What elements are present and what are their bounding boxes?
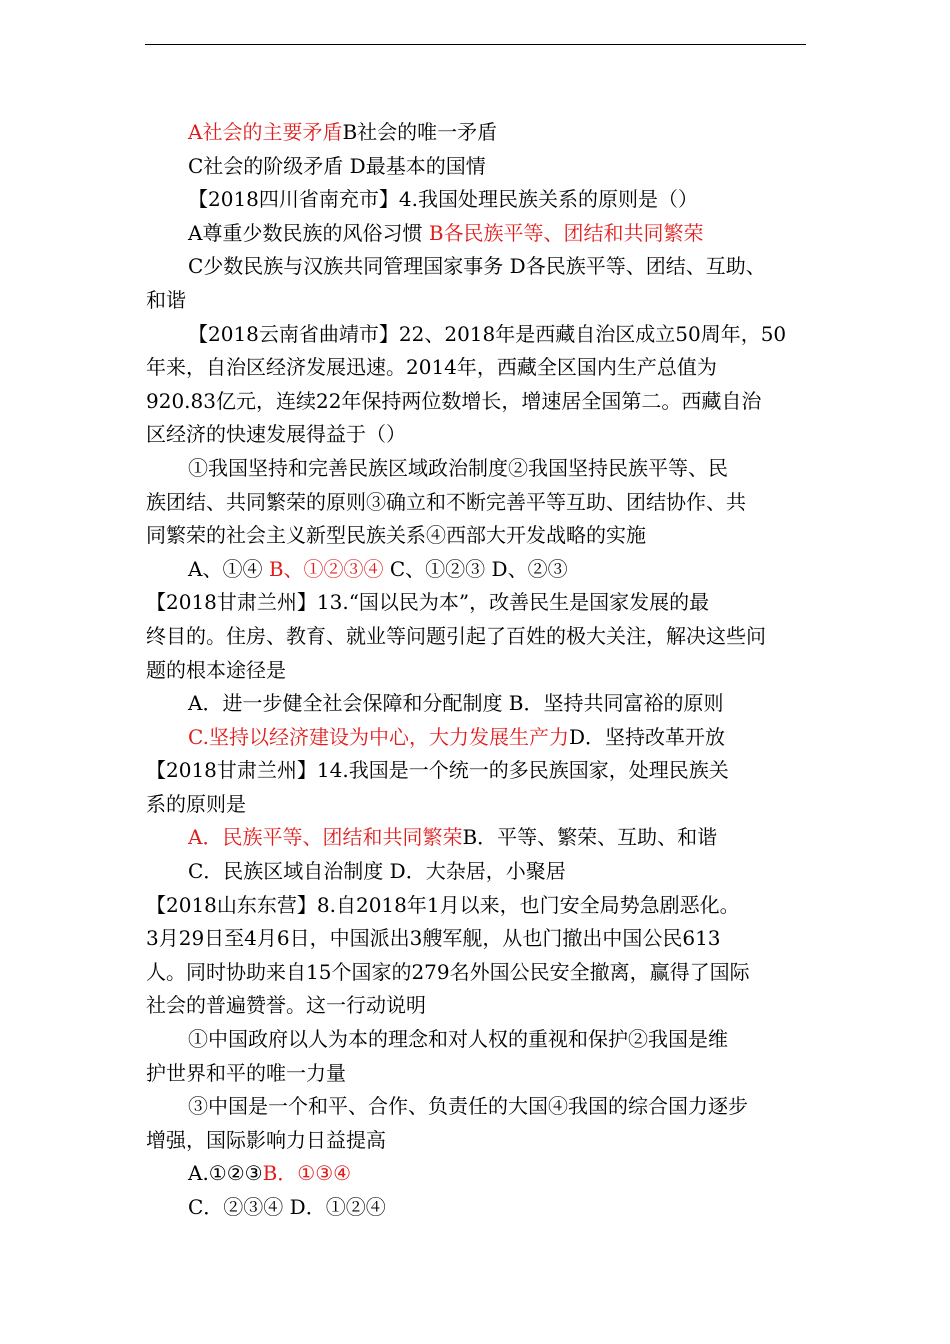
question-text: ③中国是一个和平、合作、负责任的大国④我国的综合国力逐步 bbox=[188, 1094, 748, 1119]
text-line bbox=[146, 1057, 811, 1091]
text-line bbox=[146, 855, 811, 889]
question-text: 【2018甘肃兰州】14.我国是一个统一的多民族国家，处理民族关 bbox=[146, 758, 729, 783]
text-line bbox=[146, 586, 811, 620]
question-text: 和谐 bbox=[146, 287, 186, 312]
text-line bbox=[146, 956, 811, 990]
question-text: A.①②③ bbox=[188, 1161, 263, 1186]
question-text: C少数民族与汉族共同管理国家事务 D各民族平等、团结、互助、 bbox=[188, 254, 766, 279]
question-text: A尊重少数民族的风俗习惯 bbox=[188, 220, 429, 245]
question-text: 人。同时协助来自15个国家的279名外国公民安全撤离，赢得了国际 bbox=[146, 959, 750, 984]
question-text: A、①④ bbox=[188, 556, 269, 581]
text-line bbox=[146, 721, 811, 755]
question-text: C．②③④ D．①②④ bbox=[188, 1195, 386, 1219]
question-text: 年来，自治区经济发展迅速。2014年，西藏全区国内生产总值为 bbox=[146, 355, 717, 380]
text-line bbox=[146, 318, 811, 352]
text-line bbox=[146, 284, 811, 318]
text-line bbox=[146, 250, 811, 284]
text-line bbox=[146, 821, 811, 855]
text-line bbox=[146, 922, 811, 956]
text-line bbox=[146, 687, 811, 721]
text-line bbox=[146, 452, 811, 486]
question-text: 【2018甘肃兰州】13.“国以民为本”，改善民生是国家发展的最 bbox=[146, 590, 710, 615]
text-line bbox=[146, 116, 811, 150]
answer-text: B．①③④ bbox=[262, 1161, 352, 1186]
text-line bbox=[146, 1191, 811, 1225]
question-text: 920.83亿元，连续22年保持两位数增长，增速居全国第二。西藏自治 bbox=[146, 388, 762, 413]
text-line bbox=[146, 519, 811, 553]
question-text: 系的原则是 bbox=[146, 791, 246, 816]
question-text: 社会的普遍赞誉。这一行动说明 bbox=[146, 993, 426, 1018]
answer-text: A．民族平等、团结和共同繁荣 bbox=[188, 825, 463, 850]
header-rule bbox=[145, 44, 806, 45]
question-text: C、①②③ D、②③ bbox=[383, 556, 568, 581]
answer-text: B各民族平等、团结和共同繁荣 bbox=[428, 220, 704, 245]
question-text: 3月29日至4月6日，中国派出3艘军舰，从也门撤出中国公民613 bbox=[146, 926, 721, 951]
question-text: 终目的。住房、教育、就业等问题引起了百姓的极大关注，解决这些问 bbox=[146, 623, 766, 648]
question-text: A．进一步健全社会保障和分配制度 B．坚持共同富裕的原则 bbox=[188, 691, 724, 716]
question-text: ①中国政府以人为本的理念和对人权的重视和保护②我国是维 bbox=[188, 1027, 728, 1052]
question-text: 族团结、共同繁荣的原则③确立和不断完善平等互助、团结协作、共 bbox=[146, 489, 746, 514]
question-text: 【2018四川省南充市】4.我国处理民族关系的原则是（） bbox=[188, 187, 698, 212]
question-text: 区经济的快速发展得益于（） bbox=[146, 422, 406, 447]
text-line bbox=[146, 754, 811, 788]
text-line bbox=[146, 1124, 811, 1158]
text-line bbox=[146, 418, 811, 452]
question-text: 同繁荣的社会主义新型民族关系④西部大开发战略的实施 bbox=[146, 523, 646, 548]
text-line bbox=[146, 553, 811, 587]
question-text: C社会的阶级矛盾 D最基本的国情 bbox=[188, 153, 486, 178]
question-text: 【2018云南省曲靖市】22、2018年是西藏自治区成立50周年，50 bbox=[188, 321, 787, 346]
question-text: C．民族区域自治制度 D．大杂居，小聚居 bbox=[188, 859, 566, 884]
question-text: ①我国坚持和完善民族区域政治制度②我国坚持民族平等、民 bbox=[188, 455, 728, 480]
question-text: D．坚持改革开放 bbox=[568, 724, 725, 749]
text-line bbox=[146, 217, 811, 251]
question-text: 增强，国际影响力日益提高 bbox=[146, 1127, 386, 1152]
text-line bbox=[146, 1157, 811, 1191]
answer-text: C.坚持以经济建设为中心，大力发展生产力 bbox=[188, 724, 569, 749]
text-line bbox=[146, 486, 811, 520]
question-text: 题的根本途径是 bbox=[146, 657, 286, 682]
text-line bbox=[146, 654, 811, 688]
text-line bbox=[146, 183, 811, 217]
text-line bbox=[146, 989, 811, 1023]
text-line bbox=[146, 150, 811, 184]
text-line bbox=[146, 620, 811, 654]
answer-text: B、①②③④ bbox=[268, 556, 384, 581]
text-line bbox=[146, 385, 811, 419]
text-line bbox=[146, 1090, 811, 1124]
text-line bbox=[146, 889, 811, 923]
question-text: B社会的唯一矛盾 bbox=[342, 120, 498, 144]
text-line bbox=[146, 788, 811, 822]
text-line bbox=[146, 1023, 811, 1057]
question-text: B．平等、繁荣、互助、和谐 bbox=[462, 825, 718, 850]
text-line bbox=[146, 351, 811, 385]
question-text: 【2018山东东营】8.自2018年1月以来，也门安全局势急剧恶化。 bbox=[146, 892, 740, 917]
question-text: 护世界和平的唯一力量 bbox=[146, 1060, 346, 1085]
answer-text: A社会的主要矛盾 bbox=[188, 120, 343, 144]
document-body bbox=[146, 116, 811, 1225]
